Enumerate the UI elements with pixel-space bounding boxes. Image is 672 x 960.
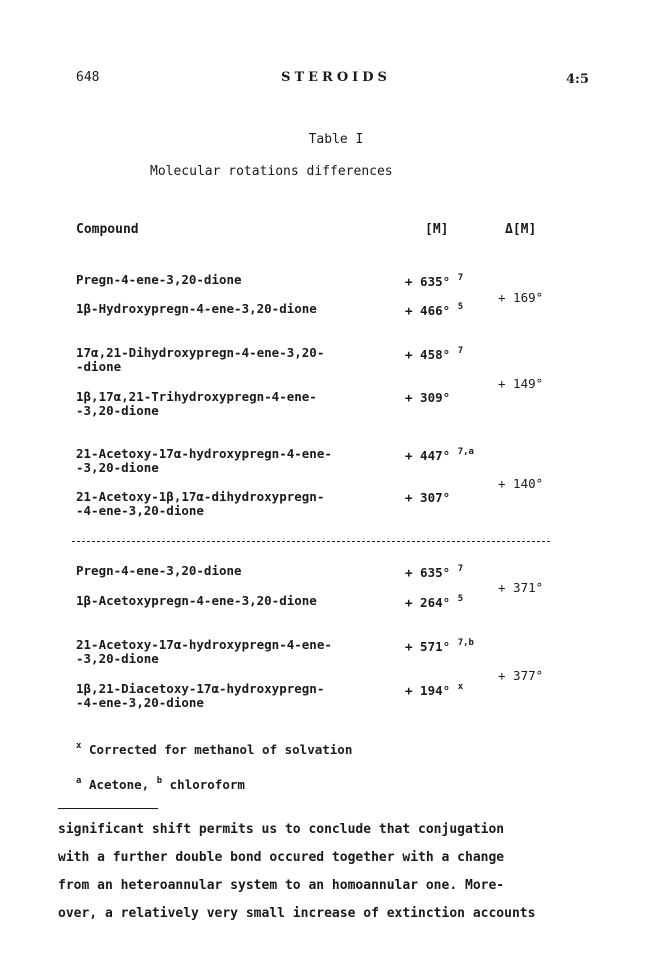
journal-title: STEROIDS (281, 70, 391, 85)
delta-value: + 371° (498, 580, 544, 595)
body-line: from an heteroannular system to an homoannular one. More- (58, 878, 505, 893)
issue-number: 4:5 (566, 72, 589, 87)
column-header-molecular-rotation: [M] (425, 222, 449, 237)
compound-name: 1β,17α,21-Trihydroxypregn-4-ene- -3,20-dione (76, 389, 317, 418)
delta-value: + 140° (498, 476, 544, 491)
compound-name: 21-Acetoxy-17α-hydroxypregn-4-ene- -3,20-dione (76, 446, 332, 475)
column-header-delta: Δ[M] (505, 222, 537, 237)
footnote-solvation: $^x$ Corrected for methanol of solvation (76, 741, 353, 757)
rotation-value: + 458° $^7$ (405, 346, 464, 362)
table-title: Table I (308, 132, 364, 147)
rotation-value: + 447° $^{7,a}$ (405, 447, 474, 463)
rotation-value: + 264° $^5$ (405, 594, 464, 610)
column-header-compound: Compound (76, 222, 139, 237)
footnote-solvents: $^a$ Acetone, $^b$ chloroform (76, 776, 245, 792)
compound-name: Pregn-4-ene-3,20-dione (76, 563, 242, 578)
rotation-value: + 309° (405, 390, 451, 405)
compound-name: 21-Acetoxy-1β,17α-dihydroxypregn- -4-ene-3,20-dione (76, 489, 325, 518)
rotation-value: + 571° $^{7,b}$ (405, 638, 474, 654)
rotation-value: + 635° $^7$ (405, 273, 464, 289)
table-caption: Molecular rotations differences (150, 164, 393, 179)
body-line: over, a relatively very small increase of extinction accounts (58, 906, 536, 921)
body-line: significant shift permits us to conclude that conjugation (58, 822, 505, 837)
body-line: with a further double bond occured together with a change (58, 850, 505, 865)
rotation-value: + 466° $^5$ (405, 302, 464, 318)
compound-name: 1β-Hydroxypregn-4-ene-3,20-dione (76, 301, 317, 316)
compound-name: 17α,21-Dihydroxypregn-4-ene-3,20- -dione (76, 345, 325, 374)
delta-value: + 169° (498, 290, 544, 305)
delta-value: + 377° (498, 668, 544, 683)
rotation-value: + 194° $^x$ (405, 682, 464, 698)
page-number: 648 (76, 70, 100, 85)
section-divider (72, 541, 550, 542)
compound-name: Pregn-4-ene-3,20-dione (76, 272, 242, 287)
compound-name: 21-Acetoxy-17α-hydroxypregn-4-ene- -3,20-dione (76, 637, 332, 666)
compound-name: 1β,21-Diacetoxy-17α-hydroxypregn- -4-ene-3,20-dione (76, 681, 325, 710)
delta-value: + 149° (498, 376, 544, 391)
rotation-value: + 635° $^7$ (405, 564, 464, 580)
rotation-value: + 307° (405, 490, 451, 505)
compound-name: 1β-Acetoxypregn-4-ene-3,20-dione (76, 593, 317, 608)
footnote-rule (58, 808, 158, 809)
